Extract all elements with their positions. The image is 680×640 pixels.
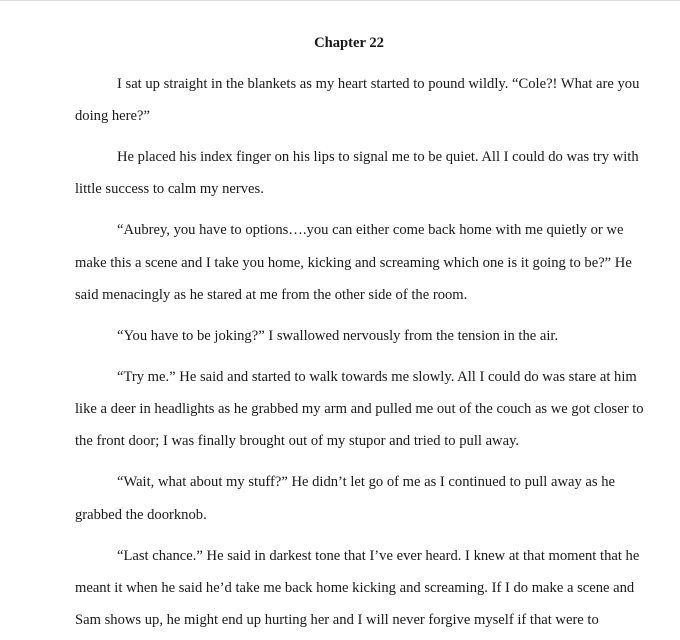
text-line: I sat up straight in the blankets as my heart started to pound wildly. “Cole?! What are you: [117, 76, 640, 92]
text-line: doing here?”: [75, 108, 150, 124]
text-line: make this a scene and I take you home, kicking and screaming which one is it going to be?” He: [75, 255, 632, 271]
text-line: “Last chance.” He said in darkest tone that I’ve ever heard. I knew at that moment that he: [117, 548, 640, 564]
chapter-title: Chapter 22: [314, 35, 384, 51]
text-line: “You have to be joking?” I swallowed nervously from the tension in the air.: [117, 328, 559, 344]
text-line: meant it when he said he’d take me back home kicking and screaming. If I do make a scene and: [75, 580, 635, 596]
text-line: Sam shows up, he might end up hurting her and I will never forgive myself if that were to: [75, 612, 599, 628]
text-line: “Aubrey, you have to options….you can either come back home with me quietly or we: [117, 222, 624, 238]
text-line: like a deer in headlights as he grabbed my arm and pulled me out of the couch as we got closer to: [75, 401, 644, 417]
text-line: “Wait, what about my stuff?” He didn’t let go of me as I continued to pull away as he: [117, 474, 615, 490]
text-line: “Try me.” He said and started to walk towards me slowly. All I could do was stare at him: [117, 369, 637, 385]
text-line: He placed his index finger on his lips to signal me to be quiet. All I could do was try with: [117, 149, 639, 165]
text-line: said menacingly as he stared at me from the other side of the room.: [75, 287, 468, 303]
text-line: grabbed the doorknob.: [75, 507, 207, 523]
text-line: the front door; I was finally brought out of my stupor and tried to pull away.: [75, 433, 520, 449]
text-line: little success to calm my nerves.: [75, 181, 264, 197]
